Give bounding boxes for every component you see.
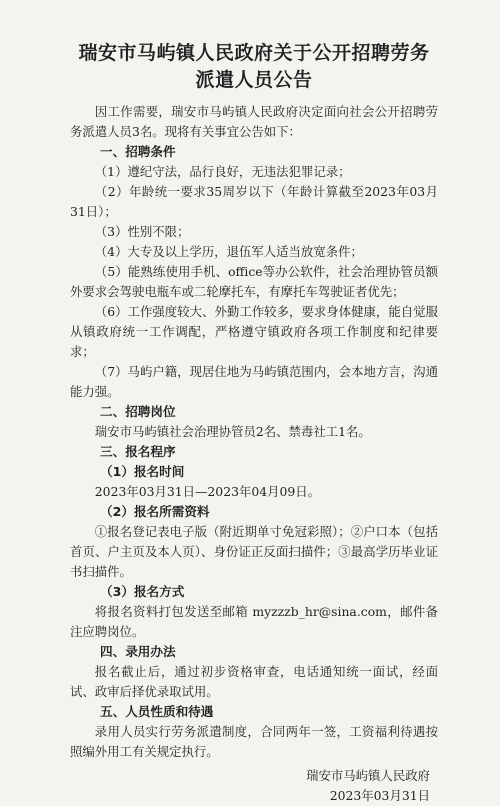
condition-item-1: （1）遵纪守法，品行良好，无违法犯罪记录； — [94, 164, 351, 179]
section-3-sub-1-heading: （1）报名时间 — [100, 464, 185, 479]
condition-item-7: （7）马屿户籍，现居住地为马屿镇范围内，会本地方言，沟通能力强。 — [70, 364, 438, 399]
signature-org: 瑞安市马屿镇人民政府 — [306, 768, 430, 783]
section-3-heading: 三、报名程序 — [100, 444, 176, 459]
intro-paragraph: 因工作需要，瑞安市马屿镇人民政府决定面向社会公开招聘劳务派遣人员3名。现将有关事宜公告如下： — [70, 104, 438, 139]
title-line-2: 派遣人员公告 — [195, 69, 313, 91]
section-3-sub-2-heading: （2）报名所需资料 — [100, 504, 210, 519]
section-2-text: 瑞安市马屿镇社会治理协管员2名、禁毒社工1名。 — [94, 424, 371, 439]
section-1-heading: 一、招聘条件 — [100, 144, 176, 159]
condition-item-2: （2）年龄统一要求35周岁以下（年龄计算截至2023年03月31日）； — [70, 184, 438, 219]
section-4-text: 报名截止后，通过初步资格审查，电话通知统一面试，经面试、政审后择优录取试用。 — [70, 664, 438, 699]
document-title — [70, 40, 438, 94]
section-5-text: 录用人员实行劳务派遣制度，合同两年一签，工资福利待遇按照编外用工有关规定执行。 — [70, 724, 438, 759]
condition-item-6: （6）工作强度较大、外勤工作较多，要求身体健康，能自觉服从镇政府统一工作调配，严格遵守镇政府各项工作制度和纪律要求； — [70, 304, 438, 359]
title-line-1: 瑞安市马屿镇人民政府关于公开招聘劳务 — [78, 42, 430, 64]
section-3-sub-2-text: ①报名登记表电子版（附近期单寸免冠彩照）；②户口本（包括首页、户主页及本人页）、身份证正反面扫描件；③最高学历毕业证书扫描件。 — [70, 524, 438, 579]
section-2-heading: 二、招聘岗位 — [100, 404, 176, 419]
condition-item-4: （4）大专及以上学历，退伍军人适当放宽条件； — [94, 244, 363, 259]
condition-item-3: （3）性别不限； — [94, 224, 190, 239]
signature-date: 2023年03月31日 — [329, 788, 430, 803]
section-4-heading: 四、录用办法 — [100, 644, 176, 659]
section-3-sub-1-text: 2023年03月31日—2023年04月09日。 — [94, 484, 321, 499]
signature-block — [70, 766, 438, 806]
section-5-heading: 五、人员性质和待遇 — [100, 704, 214, 719]
condition-item-5: （5）能熟练使用手机、office等办公软件，社会治理协管员额外要求会驾驶电瓶车或二轮摩托车，有摩托车驾驶证者优先； — [70, 264, 438, 299]
section-3-sub-3-heading: （3）报名方式 — [100, 584, 185, 599]
section-3-sub-3-text: 将报名资料打包发送至邮箱 myzzzb_hr@sina.com，邮件备注应聘岗位。 — [70, 604, 438, 639]
